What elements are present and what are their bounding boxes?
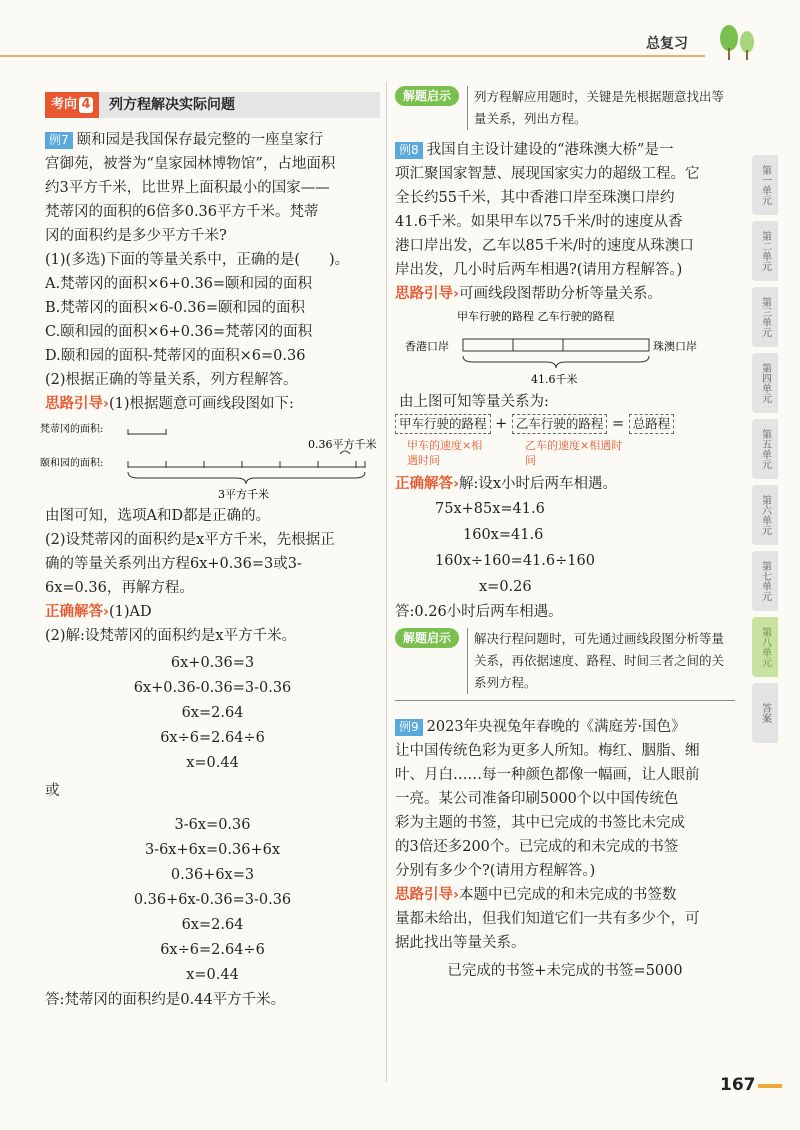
explanation-line: (2)设梵蒂冈的面积约是x平方千米，先根据正 [45, 532, 335, 548]
bridge-segment-diagram [395, 306, 735, 388]
page-number: 167 [720, 1075, 756, 1095]
guide-text: 量都未给出，但我们知道它们一共有多少个，可 [395, 911, 700, 927]
left-column: 考向 4 列方程解决实际问题 例7 颐和园是我国保存最完整的一座皇家行 宫御苑，被誉为“皇家园林博物馆”，占地面积 约3平方千米，比世界上面积最小的国家—— 梵蒂冈的面积的6倍多0.36平方千米。梵蒂 冈的面积约是多少平方千米? (1)(多选)下面的等量关系中，正确的是( )。 A.梵蒂冈的面积×6+0.36=颐和园的面积 B.梵蒂冈的面积×6-0.36=颐和园的面积 C.颐和园的面积×6+0.36=梵蒂冈的面积 D.颐和园的面积-梵蒂冈的面积×6=0.36 (2)根据正确的等量关系，列方程解答。 思路引导›(1)根据题意可画线段图如下: 梵蒂冈的面积: 0.36平方千米 颐和园的面积: 3平方千米 由图可知，选项A和D都是正确的。 (2)设梵蒂冈的面积约是x平方千米，先根据正 确的等量关系列出方程6x+0.36=3或3- 6x=0.36，再解方程。 正确解答›(1)AD (2)解:设梵蒂冈的面积约是x平方千米。 6x+0.36=3 6x+0.36-0.36=3-0.36 6x=2.64 6x÷6=2.64÷6 x=0.44 或 3-6x=0.36 3-6x+6x=0.36+6x 0.36+6x=3 0.36+6x-0.36=3-0.36 6x=2.64 6x÷6=2.64÷6 x=0.44 答:梵蒂冈的面积约是0.44平方千米。 [45, 92, 380, 1012]
question-line: 约3平方千米，比世界上面积最小的国家—— [45, 180, 330, 196]
equation-line: x=0.26 [479, 579, 532, 595]
plus-sign: + [495, 416, 508, 432]
option-c: C.颐和园的面积×6+0.36=梵蒂冈的面积 [45, 324, 313, 340]
equation-line: 6x+0.36=3 [170, 655, 255, 671]
question-line: (2)根据正确的等量关系，列方程解答。 [45, 372, 298, 388]
answer-text: 解:设x小时后两车相遇。 [458, 476, 618, 492]
question-line: 2023年央视兔年春晚的《满庭芳·国色》 [426, 719, 686, 735]
question-line: 宫御苑，被誉为“皇家园林博物馆”，占地面积 [45, 156, 336, 172]
relation-box-c: 总路程 [629, 414, 675, 434]
question-line: 梵蒂冈的面积的6倍多0.36平方千米。梵蒂 [45, 204, 319, 220]
question-line: (1)(多选)下面的等量关系中，正确的是( )。 [45, 252, 350, 268]
equation-line: 75x+85x=41.6 [435, 501, 545, 517]
option-b: B.梵蒂冈的面积×6-0.36=颐和园的面积 [45, 300, 305, 316]
option-d: D.颐和园的面积-梵蒂冈的面积×6=0.36 [45, 348, 306, 364]
equation-line: 6x=2.64 [181, 917, 244, 933]
diagram-label-summer-palace: 颐和园的面积: [40, 458, 104, 469]
tab-unit-2[interactable]: 第二单元 [752, 221, 778, 281]
guide-text: 本题中已完成的和未完成的书签数 [458, 887, 677, 903]
relation-row [395, 414, 735, 434]
relation-sub-a: 甲车的速度×相遇时间 [407, 439, 483, 467]
hint-badge: 解题启示 [395, 628, 459, 648]
right-column: 解题启示 列方程解应用题时，关键是先根据题意找出等量关系，列出方程。 例8 我国自主设计建设的“港珠澳大桥”是一 项汇聚国家智慧、展现国家实力的超级工程。它 全长约55千米，其中香港口岸至珠澳口岸约 41.6千米。如果甲车以75千米/时的速度从香 港口岸出发，乙车以85千米/时的速度从珠澳口 岸出发，几小时后两车相遇?(请用方程解答。) 思路引导›可画线段图帮助分析等量关系。 甲车行驶的路程 乙车行驶的路程 香港口岸 珠澳口岸 41.6千米 由上图可知等量关系为: 甲车行驶的路程 + 乙车行驶的路程 = 总路程 甲车的速度×相遇时间 乙车的速度×相遇时间 正确解答›解:设x小时后两车相遇。 75x+85x=41.6 160x=41.6 160x÷160=41.6÷160 x=0.26 答:0.26小时后两车相遇。 解题启示 解决行程问题时，可先通过画线段图分析等量关系，再依据速度、路程、时间三者之间的关系列方程。 例9 2023年央视兔年春晚的《满庭芳·国色》 让中国传统色彩为更多人所知。梅红、胭脂、缃 叶、月白……每一种颜色都像一幅画，让人眼前 一亮。某公司准备印刷5000个以中国传统色 彩为主题的书签，其中已完成的书签比未完成 的3倍还多200个。已完成的和未完成的书签 分别有多少个?(请用方程解答。) 思路引导›本题中已完成的和未完成的书签数 量都未给出，但我们知道它们一共有多少个，可 据此找出等量关系。 已完成的书签+未完成的书签=5000 [395, 82, 735, 983]
diagram-bottom-label: 3平方千米 [218, 488, 269, 500]
final-answer: 答:梵蒂冈的面积约是0.44平方千米。 [45, 992, 286, 1008]
section-title: 总复习 [646, 36, 688, 52]
guide-text: 可画线段图帮助分析等量关系。 [458, 286, 662, 302]
equation-line: 0.36+6x=3 [170, 867, 255, 883]
diagram-top-label: 0.36平方千米 [308, 438, 377, 451]
equation-line: 160x÷160=41.6÷160 [435, 553, 595, 569]
equation-line: 160x=41.6 [463, 527, 544, 543]
diagram-left-label: 香港口岸 [405, 340, 449, 353]
equation-line: x=0.44 [186, 755, 239, 771]
or-text: 或 [45, 783, 60, 799]
question-line: 冈的面积约是多少平方千米? [45, 228, 227, 244]
answer-head: (1)AD [108, 604, 152, 620]
solution-intro: (2)解:设梵蒂冈的面积约是x平方千米。 [45, 628, 297, 644]
equation-line: 3-6x=0.36 [174, 817, 251, 833]
column-divider [386, 82, 387, 1082]
hint-badge: 解题启示 [395, 86, 459, 106]
guide-label: 思路引导 [395, 286, 453, 302]
question-line: 让中国传统色彩为更多人所知。梅红、胭脂、缃 [395, 743, 700, 759]
question-line: 41.6千米。如果甲车以75千米/时的速度从香 [395, 214, 683, 230]
question-line: 我国自主设计建设的“港珠澳大桥”是一 [426, 142, 674, 158]
relation-equation: 已完成的书签+未完成的书签=5000 [447, 963, 683, 979]
topic-tag: 考向 4 [45, 92, 99, 118]
tab-answers[interactable]: 答案 [752, 683, 778, 743]
unit-tabs [752, 155, 782, 749]
hint-box [395, 86, 735, 130]
equation-line: 3-6x+6x=0.36+6x [144, 842, 281, 858]
relation-sub-b: 乙车的速度×相遇时间 [525, 439, 623, 467]
explanation-line: 6x=0.36，再解方程。 [45, 580, 194, 596]
guide-text: 据此找出等量关系。 [395, 935, 526, 951]
equation-line: x=0.44 [186, 967, 239, 983]
tab-unit-7[interactable]: 第七单元 [752, 551, 778, 611]
equation-line: 6x÷6=2.64÷6 [160, 942, 265, 958]
question-line: 一亮。某公司准备印刷5000个以中国传统色 [395, 791, 679, 807]
question-line: 项汇聚国家智慧、展现国家实力的超级工程。它 [395, 166, 700, 182]
equation-line: 6x÷6=2.64÷6 [160, 730, 265, 746]
hint-box [395, 628, 735, 701]
segment-diagram-area [40, 418, 380, 500]
answer-label: 正确解答 [45, 604, 103, 620]
relation-box-a: 甲车行驶的路程 [395, 414, 491, 434]
guide-label: 思路引导 [395, 887, 453, 903]
relation-box-b: 乙车行驶的路程 [512, 414, 608, 434]
example-8-label: 例8 [395, 142, 423, 159]
question-line: 全长约55千米，其中香港口岸至珠澳口岸约 [395, 190, 675, 206]
diagram-right-label: 珠澳口岸 [653, 340, 697, 353]
guide-label: 思路引导 [45, 396, 103, 412]
guide-text: (1)根据题意可画线段图如下: [108, 396, 294, 412]
answer-label: 正确解答 [395, 476, 453, 492]
question-line: 颐和园是我国保存最完整的一座皇家行 [76, 132, 324, 148]
equation-line: 6x=2.64 [181, 705, 244, 721]
question-line: 叶、月白……每一种颜色都像一幅画，让人眼前 [395, 767, 700, 783]
question-line: 的3倍还多200个。已完成的和未完成的书签 [395, 839, 679, 855]
equals-sign: = [612, 416, 625, 432]
header-rule [0, 55, 705, 57]
diagram-top-labels: 甲车行驶的路程 乙车行驶的路程 [457, 310, 615, 323]
page-number-accent [758, 1084, 782, 1088]
tab-unit-1[interactable]: 第一单元 [752, 155, 778, 215]
equation-line: 0.36+6x-0.36=3-0.36 [133, 892, 292, 908]
question-line: 彩为主题的书签，其中已完成的书签比未完成 [395, 815, 685, 831]
option-a: A.梵蒂冈的面积×6+0.36=颐和园的面积 [45, 276, 313, 292]
tab-unit-5[interactable]: 第五单元 [752, 419, 778, 479]
question-line: 岸出发，几小时后两车相遇?(请用方程解答。) [395, 262, 683, 278]
diagram-label-vatican: 梵蒂冈的面积: [40, 424, 104, 435]
tab-unit-8[interactable]: 第八单元 [752, 617, 778, 677]
explanation-line: 由图可知，选项A和D都是正确的。 [45, 508, 271, 524]
example-7-label: 例7 [45, 132, 73, 149]
topic-header [45, 92, 380, 118]
question-line: 分别有多少个?(请用方程解答。) [395, 863, 596, 879]
diagram-bottom-label: 41.6千米 [531, 373, 578, 386]
explanation-line: 确的等量关系列出方程6x+0.36=3或3- [45, 556, 302, 572]
tree-icon [714, 22, 764, 62]
hint-text: 解决行程问题时，可先通过画线段图分析等量关系，再依据速度、路程、时间三者之间的关系列方程。 [467, 628, 735, 694]
hint-text: 列方程解应用题时，关键是先根据题意找出等量关系，列出方程。 [467, 86, 735, 130]
tab-unit-6[interactable]: 第六单元 [752, 485, 778, 545]
tab-unit-4[interactable]: 第四单元 [752, 353, 778, 413]
final-answer: 答:0.26小时后两车相遇。 [395, 604, 563, 620]
tab-unit-3[interactable]: 第三单元 [752, 287, 778, 347]
example-9-label: 例9 [395, 719, 423, 736]
question-line: 港口岸出发，乙车以85千米/时的速度从珠澳口 [395, 238, 694, 254]
relation-intro: 由上图可知等量关系为: [399, 394, 549, 410]
equation-line: 6x+0.36-0.36=3-0.36 [133, 680, 292, 696]
topic-title: 列方程解决实际问题 [109, 97, 236, 113]
